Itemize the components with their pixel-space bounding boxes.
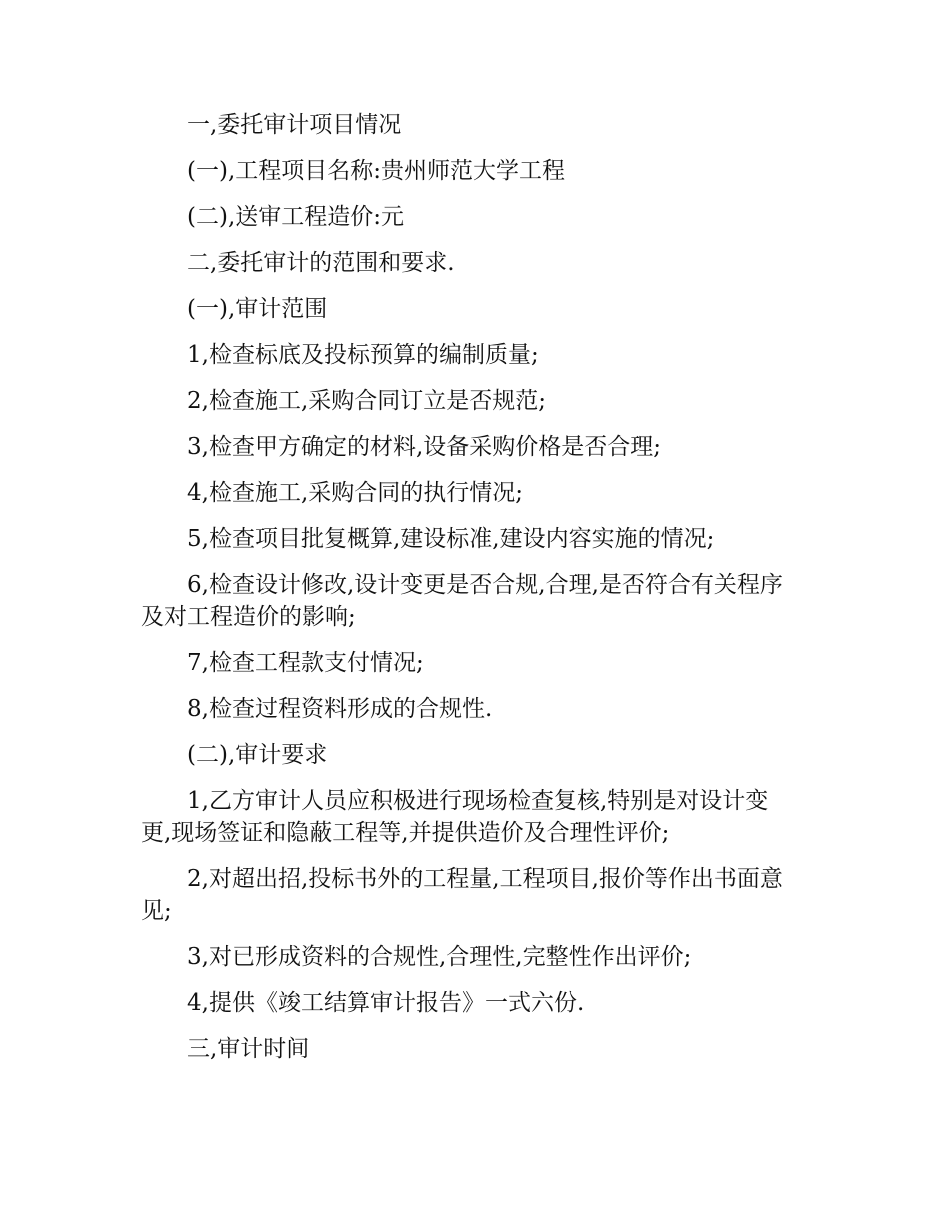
scope-item-2: 2,检查施工,采购合同订立是否规范;: [187, 388, 547, 414]
requirement-item-3: 3,对已形成资料的合规性,合理性,完整性作出评价;: [187, 944, 692, 970]
subheading-audit-requirements: (二),审计要求: [187, 742, 328, 768]
scope-item-6: 6,检查设计修改,设计变更是否合规,合理,是否符合有关程序及对工程造价的影响;: [141, 572, 783, 630]
section-heading-audit-time: 三,审计时间: [187, 1036, 310, 1062]
requirement-item-1: 1,乙方审计人员应积极进行现场检查复核,特别是对设计变更,现场签证和隐蔽工程等,并提供造价及合理性评价;: [141, 788, 769, 846]
scope-item-4: 4,检查施工,采购合同的执行情况;: [187, 480, 524, 506]
requirement-item-4: 4,提供《竣工结算审计报告》一式六份.: [187, 990, 585, 1016]
section-heading-scope-requirements: 二,委托审计的范围和要求.: [187, 250, 455, 276]
scope-item-8: 8,检查过程资料形成的合规性.: [187, 696, 493, 722]
scope-item-5: 5,检查项目批复概算,建设标准,建设内容实施的情况;: [187, 526, 715, 552]
scope-item-3: 3,检查甲方确定的材料,设备采购价格是否合理;: [187, 434, 662, 460]
scope-item-1: 1,检查标底及投标预算的编制质量;: [187, 342, 539, 368]
subheading-audit-scope: (一),审计范围: [187, 296, 328, 322]
section-heading-entrusted-project: 一,委托审计项目情况: [187, 112, 402, 138]
requirement-item-2: 2,对超出招,投标书外的工程量,工程项目,报价等作出书面意见;: [141, 866, 783, 924]
submitted-cost-line: (二),送审工程造价:元: [187, 204, 405, 230]
scope-item-7: 7,检查工程款支付情况;: [187, 650, 424, 676]
project-name-line: (一),工程项目名称:贵州师范大学工程: [187, 158, 566, 184]
document-body: [141, 109, 795, 1079]
